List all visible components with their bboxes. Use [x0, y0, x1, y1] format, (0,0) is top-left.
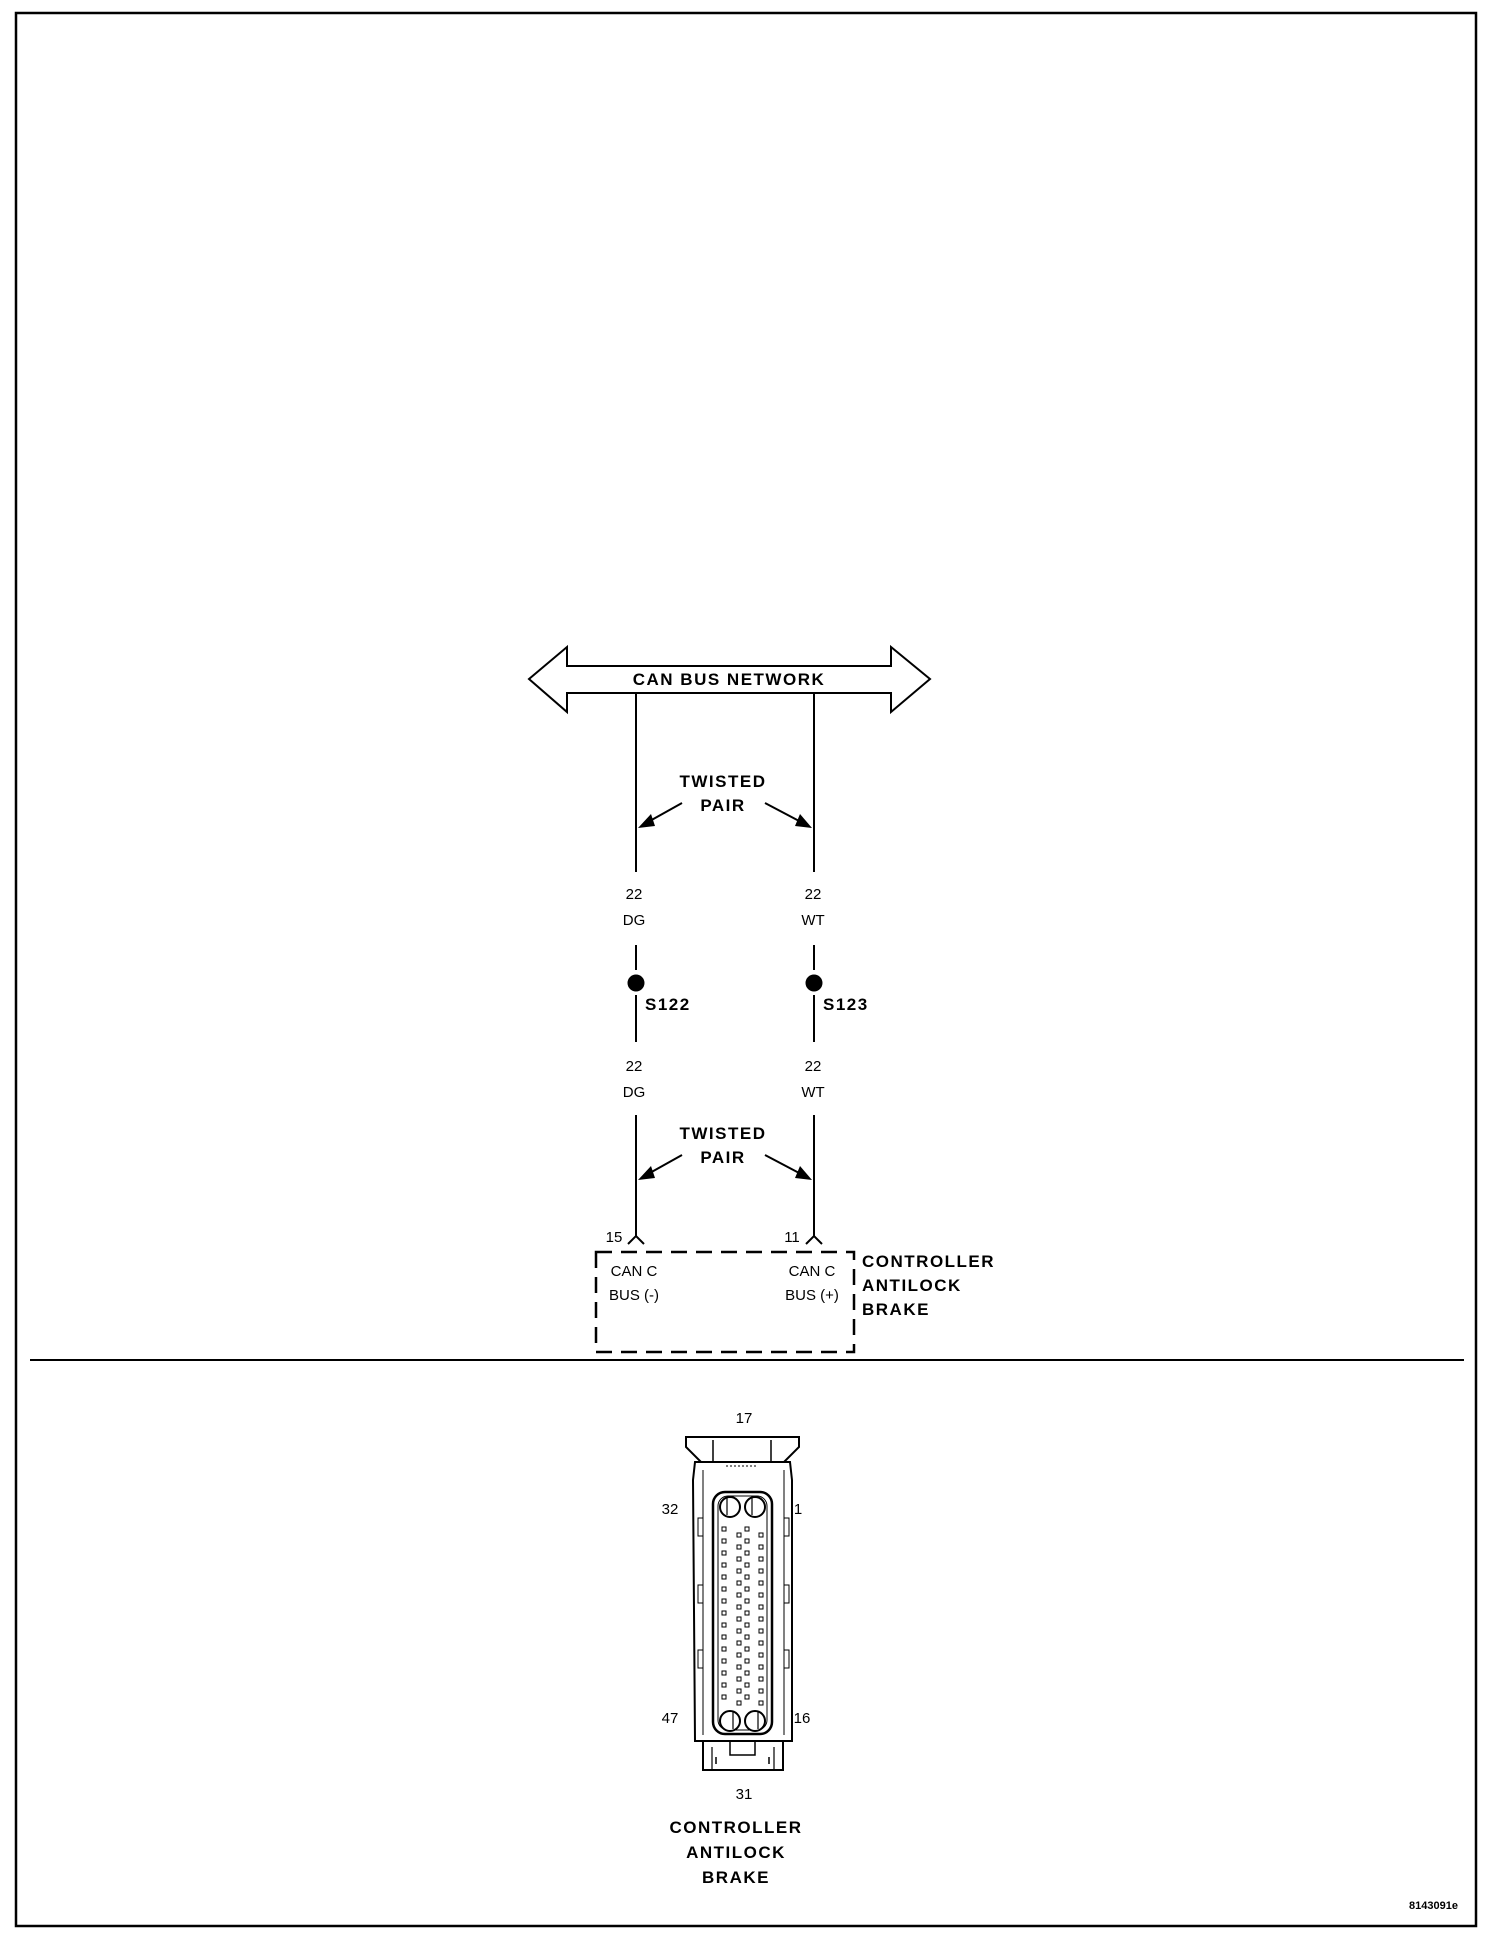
can-bus-network-arrow: [529, 647, 930, 712]
twisted-pair-top-line1: TWISTED: [679, 772, 767, 791]
splice-s122-dot: [628, 975, 645, 992]
figure-id: 8143091e: [1409, 1900, 1458, 1912]
connector-pin-1-label: 1: [793, 1501, 803, 1518]
right-terminal: [806, 1236, 822, 1244]
left-lower-gauge: 22: [625, 1058, 643, 1075]
module-label-line3: BRAKE: [862, 1300, 930, 1319]
connector-pin-31-label: 31: [735, 1786, 753, 1803]
right-lower-color: WT: [801, 1084, 825, 1101]
pin-11-label: 11: [784, 1229, 800, 1246]
twisted-pair-bottom-line1: TWISTED: [679, 1124, 767, 1143]
right-upper-gauge: 22: [804, 886, 822, 903]
left-upper-gauge: 22: [625, 886, 643, 903]
splice-s123-label: S123: [823, 995, 869, 1014]
connector-pin-47-label: 47: [661, 1710, 679, 1727]
twisted-pair-top-line2: PAIR: [700, 796, 746, 815]
module-label-line1: CONTROLLER: [862, 1252, 996, 1271]
connector-pin-17-label: 17: [735, 1410, 753, 1427]
connector-pin-32-label: 32: [661, 1501, 679, 1518]
left-upper-color: DG: [622, 912, 646, 929]
left-signal-line1: CAN C: [610, 1263, 658, 1280]
left-terminal: [628, 1236, 644, 1244]
connector-label-line2: ANTILOCK: [686, 1843, 786, 1862]
connector-pin-16-label: 16: [793, 1710, 811, 1727]
left-signal-line2: BUS (-): [609, 1287, 659, 1304]
abs-connector-face: [662, 1410, 811, 1803]
connector-label-line3: BRAKE: [702, 1868, 770, 1887]
right-lower-gauge: 22: [804, 1058, 822, 1075]
right-upper-color: WT: [801, 912, 825, 929]
twisted-pair-bottom-line2: PAIR: [700, 1148, 746, 1167]
right-signal-line2: BUS (+): [785, 1287, 839, 1304]
module-label-line2: ANTILOCK: [862, 1276, 962, 1295]
pin-15-label: 15: [605, 1229, 623, 1246]
connector-label-line1: CONTROLLER: [669, 1818, 803, 1837]
splice-s122-label: S122: [645, 995, 691, 1014]
right-signal-line1: CAN C: [788, 1263, 836, 1280]
can-bus-network-label: CAN BUS NETWORK: [632, 670, 826, 689]
left-lower-color: DG: [622, 1084, 646, 1101]
splice-s123-dot: [806, 975, 823, 992]
